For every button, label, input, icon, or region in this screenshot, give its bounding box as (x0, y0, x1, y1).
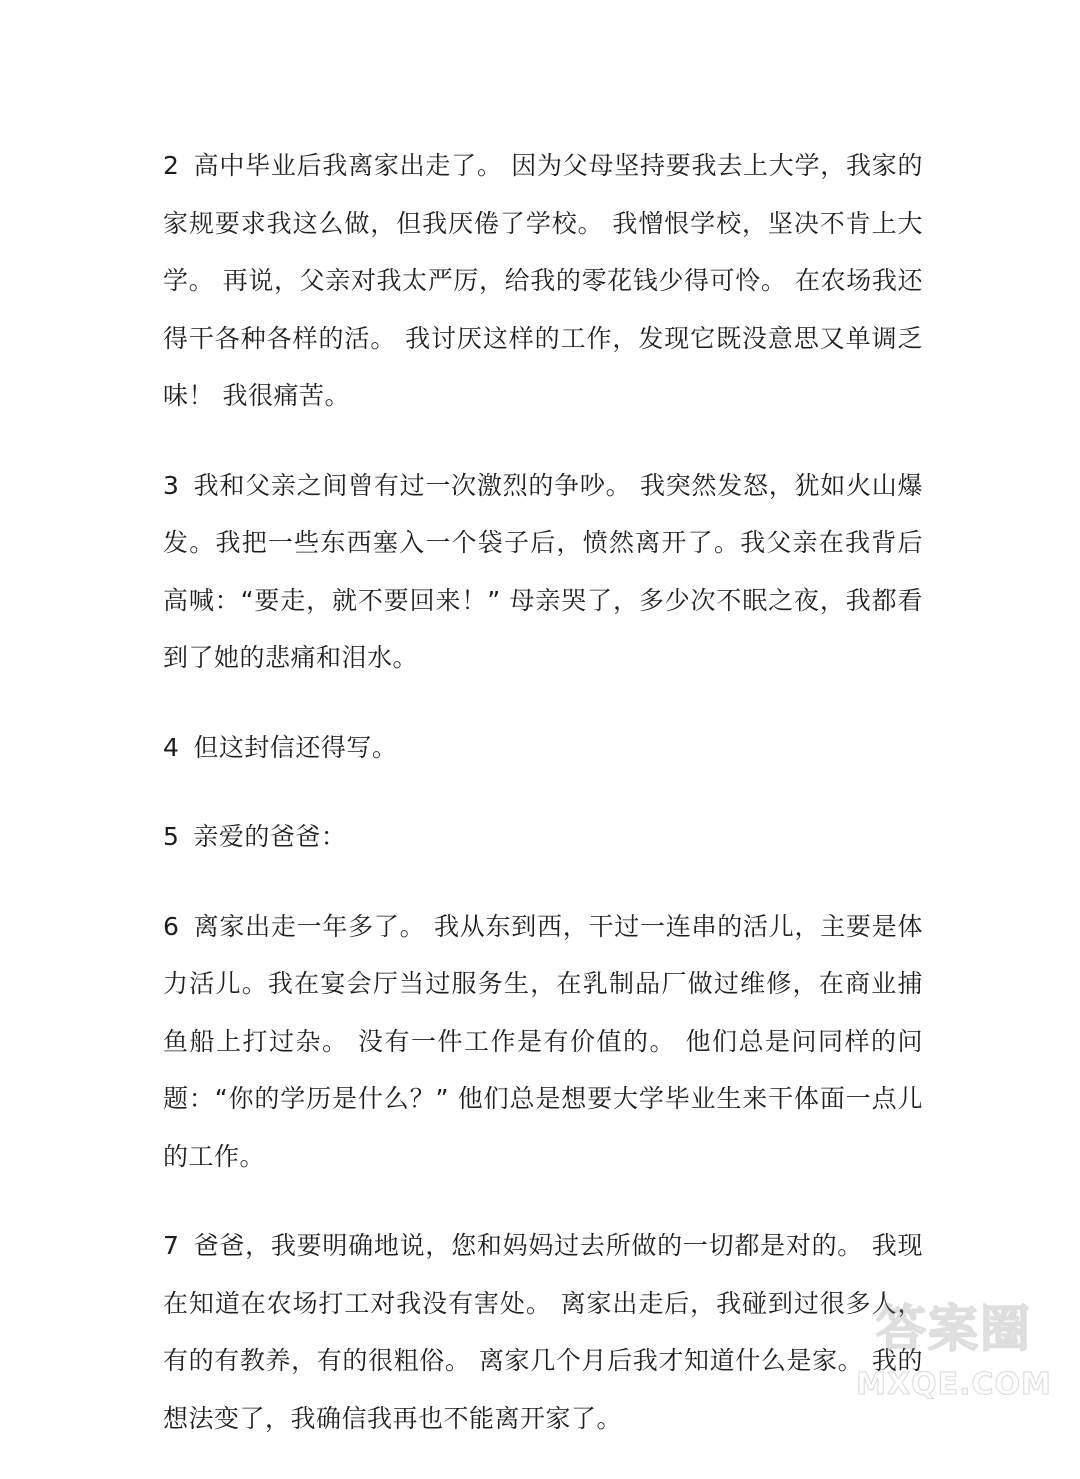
paragraph-text: 但这封信还得写。 (193, 732, 398, 762)
paragraph-number: 6 (163, 911, 180, 941)
paragraph-5 (163, 808, 923, 866)
paragraph-number: 7 (163, 1231, 180, 1260)
paragraph-text: 亲爱的爸爸： (193, 822, 347, 851)
paragraph-text: 我和父亲之间曾有过一次激烈的争吵。 我突然发怒，犹如火山爆发。我把一些东西塞入一个袋子后，愤然离开了。我父亲在我背后高喊：“要走，就不要回来！” 母亲哭了，多少次不眠之夜，我都看到了她的悲痛和泪水。 (163, 470, 923, 672)
paragraph-list (163, 137, 923, 1479)
paragraph-2 (163, 137, 923, 425)
paragraph-number: 5 (163, 822, 180, 851)
paragraph-text: 爸爸，我要明确地说，您和妈妈过去所做的一切都是对的。 我现在知道在农场打工对我没有害处。 离家出走后，我碰到过很多人，有的有教养，有的很粗俗。 离家几个月后我才知道什么是家。 我的想法变了，我确信我再也不能离开家了。 (163, 1231, 923, 1433)
paragraph-number: 4 (163, 732, 180, 762)
paragraph-6 (163, 898, 923, 1186)
paragraph-number: 2 (163, 151, 180, 180)
paragraph-4 (163, 719, 923, 777)
paragraph-text: 高中毕业后我离家出走了。 因为父母坚持要我去上大学，我家的家规要求我这么做，但我厌倦了学校。 我憎恨学校，坚决不肯上大学。 再说，父亲对我太严厉，给我的零花钱少得可怜。 在农场我还得干各种各样的活。 我讨厌这样的工作，发现它既没意思又单调乏味！ 我很痛苦。 (163, 151, 923, 410)
site-watermark (856, 1290, 1052, 1410)
watermark-logo-text: 答案圈 (876, 1300, 1032, 1358)
paragraph-text: 离家出走一年多了。 我从东到西，干过一连串的活儿，主要是体力活儿。我在宴会厅当过服务生，在乳制品厂做过维修，在商业捕鱼船上打过杂。 没有一件工作是有价值的。 他们总是问同样的问题：“你的学历是什么？” 他们总是想要大学毕业生来干体面一点儿的工作。 (163, 911, 923, 1171)
paragraph-number: 3 (163, 470, 180, 500)
paragraph-3 (163, 457, 923, 687)
paragraph-7 (163, 1217, 923, 1447)
watermark-domain: MXQE.COM (856, 1366, 1052, 1402)
